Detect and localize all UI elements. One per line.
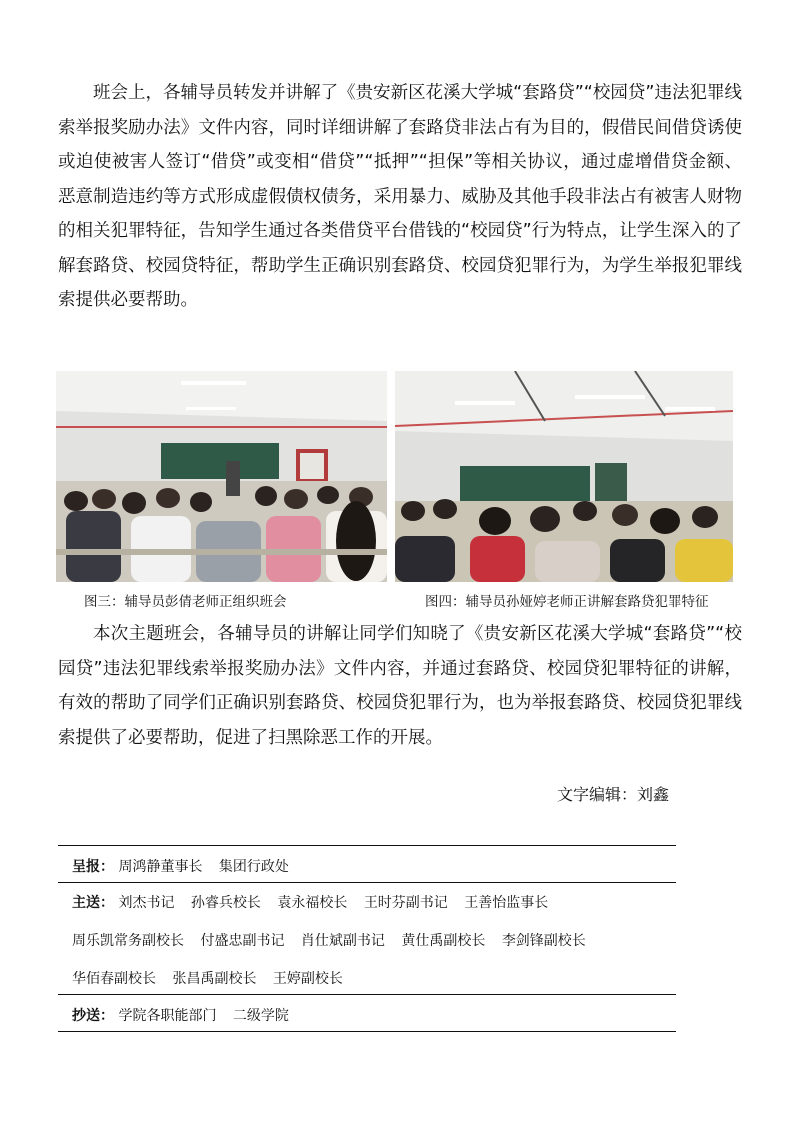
send-item: 周乐凯常务副校长	[72, 933, 184, 949]
rule-bottom	[58, 1031, 676, 1032]
classroom-photo-1	[56, 371, 387, 582]
photo-caption-1: 图三：辅导员彭倩老师正组织班会	[84, 594, 287, 610]
rule-top	[58, 845, 676, 846]
send-item: 张昌禹副校长	[172, 971, 257, 987]
send-item: 黄仕禹副校长	[401, 933, 486, 949]
send-label: 主送：	[72, 895, 114, 911]
send-item: 王善怡监事长	[464, 895, 549, 911]
report-item: 周鸿静董事长	[118, 859, 203, 875]
report-item: 集团行政处	[218, 859, 289, 875]
text-editor-credit: 文字编辑：刘鑫	[556, 785, 669, 804]
body-paragraph-2: 本次主题班会，各辅导员的讲解让同学们知晓了《贵安新区花溪大学城“套路贷”“校园贷”违法犯罪线索举报奖励办法》文件内容，并通过套路贷、校园贷犯罪特征的讲解，有效的帮助了同学们正确识别套路贷、校园贷犯罪行为，也为举报套路贷、校园贷犯罪线索提供了必要帮助，促进了扫黑除恶工作的开展。	[58, 624, 742, 748]
body-paragraph-1: 班会上，各辅导员转发并讲解了《贵安新区花溪大学城“套路贷”“校园贷”违法犯罪线索举报奖励办法》文件内容，同时详细讲解了套路贷非法占有为目的，假借民间借贷诱使或迫使被害人签订“借贷”或变相“借贷”“抵押”“担保”等相关协议，通过虚增借贷金额、恶意制造违约等方式形成虚假债权债务，采用暴力、威胁及其他手段非法占有被害人财物的相关犯罪特征，告知学生通过各类借贷平台借钱的“校园贷”行为特点，让学生深入的了解套路贷、校园贷特征，帮助学生正确识别套路贷、校园贷犯罪行为，为学生举报犯罪线索提供必要帮助。	[58, 83, 742, 310]
send-item: 孙睿兵校长	[190, 895, 261, 911]
copy-label: 抄送：	[72, 1008, 114, 1024]
send-item: 李剑锋副校长	[501, 933, 586, 949]
report-label: 呈报：	[72, 859, 114, 875]
classroom-photo-2	[395, 371, 733, 582]
rule-report	[58, 882, 676, 883]
send-item: 刘杰书记	[118, 895, 175, 911]
rule-send	[58, 994, 676, 995]
send-item: 肖仕斌副书记	[300, 933, 385, 949]
send-item: 袁永福校长	[277, 895, 348, 911]
send-item: 华佰春副校长	[72, 971, 156, 987]
send-item: 王婷副校长	[272, 971, 343, 987]
copy-item: 学院各职能部门	[118, 1008, 217, 1024]
copy-item: 二级学院	[232, 1008, 289, 1024]
send-item: 付盛忠副书记	[200, 933, 285, 949]
photo-caption-2: 图四：辅导员孙娅婷老师正讲解套路贷犯罪特征	[425, 594, 709, 610]
send-item: 王时芬副书记	[363, 895, 448, 911]
